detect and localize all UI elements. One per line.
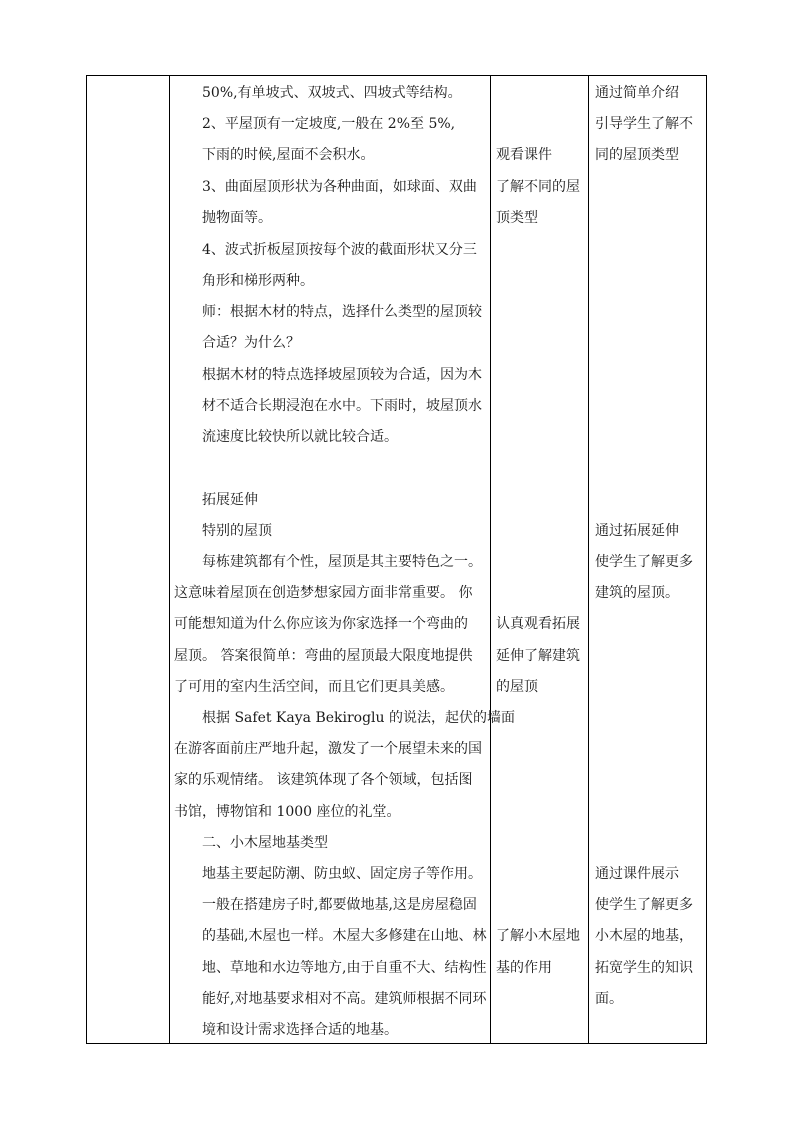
content-line: 50%,有单坡式、双坡式、四坡式等结构。 bbox=[202, 85, 462, 101]
content-line: 4、波式折板屋顶按每个波的截面形状又分三 bbox=[202, 242, 477, 258]
column-divider bbox=[588, 76, 589, 1043]
intent-line: 通过简单介绍 bbox=[595, 85, 679, 101]
intent-line: 小木屋的地基， bbox=[595, 928, 693, 944]
content-line: 在游客面前庄严地升起，激发了一个展望未来的国 bbox=[174, 741, 482, 757]
student-line: 了解小木屋地 bbox=[496, 928, 580, 944]
section-heading: 二、小木屋地基类型 bbox=[202, 835, 328, 851]
content-line: 材不适合长期浸泡在水中。下雨时，坡屋顶水 bbox=[202, 398, 482, 414]
student-line: 延伸了解建筑 bbox=[496, 648, 580, 664]
intent-line: 建筑的屋顶。 bbox=[595, 585, 679, 601]
content-line: 一般在搭建房子时,都要做地基,这是房屋稳固 bbox=[202, 897, 477, 913]
intent-line: 使学生了解更多 bbox=[595, 897, 693, 913]
student-line: 顶类型 bbox=[496, 210, 538, 226]
content-line: 家的乐观情绪。 该建筑体现了各个领域，包括图 bbox=[174, 772, 473, 788]
intent-line: 引导学生了解不 bbox=[595, 116, 693, 132]
content-line: 地、草地和水边等地方,由于自重不大、结构性 bbox=[202, 960, 487, 976]
content-line: 抛物面等。 bbox=[202, 210, 272, 226]
intent-line: 使学生了解更多 bbox=[595, 554, 693, 570]
intent-line: 同的屋顶类型 bbox=[595, 147, 679, 163]
content-line: 流速度比较快所以就比较合适。 bbox=[202, 429, 398, 445]
content-line: 2、平屋顶有一定坡度,一般在 2%至 5%, bbox=[202, 116, 456, 132]
content-line: 3、曲面屋顶形状为各种曲面，如球面、双曲 bbox=[202, 179, 477, 195]
content-line: 书馆，博物馆和 1000 座位的礼堂。 bbox=[174, 804, 401, 820]
student-line: 基的作用 bbox=[496, 960, 552, 976]
content-line: 屋顶。 答案很简单：弯曲的屋顶最大限度地提供 bbox=[174, 648, 473, 664]
content-line: 每栋建筑都有个性，屋顶是其主要特色之一。 bbox=[202, 554, 482, 570]
content-line: 了可用的室内生活空间，而且它们更具美感。 bbox=[174, 679, 454, 695]
content-line: 可能想知道为什么你应该为你家选择一个弯曲的 bbox=[174, 616, 468, 632]
content-line: 这意味着屋顶在创造梦想家园方面非常重要。 你 bbox=[174, 585, 473, 601]
content-line: 特别的屋顶 bbox=[202, 523, 272, 539]
content-line: 角形和梯形两种。 bbox=[202, 273, 314, 289]
column-divider bbox=[490, 76, 491, 1043]
student-line: 了解不同的屋 bbox=[496, 179, 580, 195]
intent-line: 面。 bbox=[595, 991, 623, 1007]
lesson-table bbox=[86, 75, 707, 1044]
content-line: 境和设计需求选择合适的地基。 bbox=[202, 1022, 398, 1038]
content-line: 能好,对地基要求相对不高。建筑师根据不同环 bbox=[202, 991, 487, 1007]
intent-line: 拓宽学生的知识 bbox=[595, 960, 693, 976]
student-line: 的屋顶 bbox=[496, 679, 538, 695]
content-line: 的基础,木屋也一样。木屋大多修建在山地、林 bbox=[202, 928, 487, 944]
content-line: 师：根据木材的特点，选择什么类型的屋顶较 bbox=[202, 304, 482, 320]
content-line: 合适？为什么？ bbox=[202, 335, 300, 351]
column-divider bbox=[169, 76, 170, 1043]
content-line: 根据木材的特点选择坡屋顶较为合适，因为木 bbox=[202, 367, 482, 383]
section-heading: 拓展延伸 bbox=[202, 492, 258, 508]
content-line: 地基主要起防潮、防虫蚁、固定房子等作用。 bbox=[202, 866, 482, 882]
intent-line: 通过拓展延伸 bbox=[595, 523, 679, 539]
student-line: 认真观看拓展 bbox=[496, 616, 580, 632]
student-line: 观看课件 bbox=[496, 147, 552, 163]
intent-line: 通过课件展示 bbox=[595, 866, 679, 882]
content-line: 下雨的时候,屋面不会积水。 bbox=[202, 147, 375, 163]
content-line: 根据 Safet Kaya Bekiroglu 的说法，起伏的墙面 bbox=[202, 710, 516, 726]
